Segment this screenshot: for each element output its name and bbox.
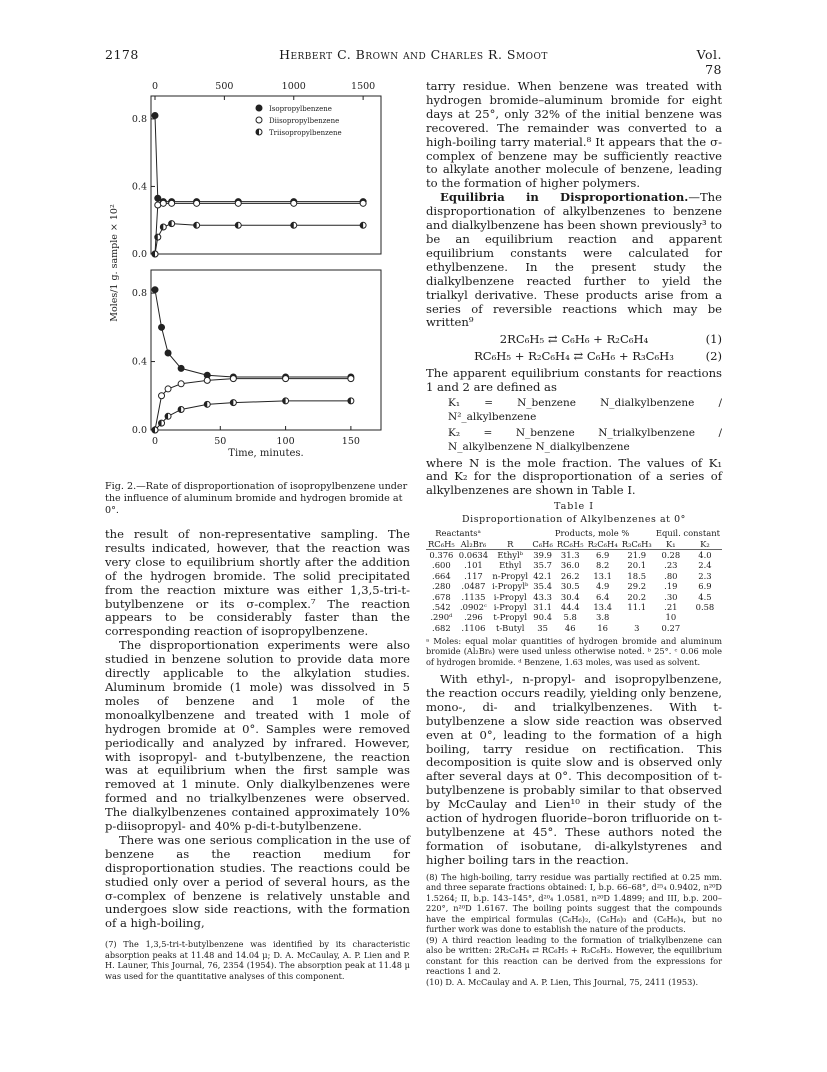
table-cell: .290ᵈ	[430, 612, 453, 623]
right-column	[426, 80, 722, 987]
lower-point	[348, 376, 354, 382]
table-cell: 30.4	[560, 591, 580, 602]
table-cell: 35.7	[533, 560, 552, 571]
left-paragraph-1: the result of non-representative sampling. The results indicated, however, that the reaction was very close to equilibrium shortly after the addition of the hydrogen bromide. The solid precipitated from the reaction mixture was either 1,3,5-tri-t-butylbenzene or its σ-complex.⁷ The reaction appears to be considerably faster than the corresponding reaction of isopropylbenzene.	[105, 527, 410, 639]
table-header-cell: R	[490, 539, 530, 550]
table-cell: .1106	[461, 622, 486, 633]
table-cell: i-Propyl	[493, 591, 527, 602]
table-1	[426, 502, 722, 667]
table-cell: 21.9	[627, 549, 647, 560]
k1-definition: K₁ = N_benzene N_dialkylbenzene / N²_alkylbenzene	[448, 396, 722, 423]
lower-panel-frame	[151, 270, 381, 430]
footnote-7: (7) The 1,3,5-tri-t-butylbenzene was identified by its characteristic absorption peaks at 11.48 and 14.04 μ; D. A. McCaulay, A. P. Lien and P. H. Launer, This Journal, 76, 2354 (1954). The absorption peak at 11.48 μ was used for the quantitative analyses of this component.	[105, 939, 410, 981]
lower-point	[165, 386, 171, 392]
table-cell: 11.1	[627, 601, 647, 612]
x-axis-label: Time, minutes.	[228, 448, 304, 459]
table-cell: 6.4	[595, 591, 610, 602]
figure-legend	[256, 105, 342, 137]
table-cell: 39.9	[533, 549, 552, 560]
volume-number: Vol. 78	[696, 47, 722, 77]
figure-caption	[105, 481, 410, 517]
footnote-10: (10) D. A. McCaulay and A. P. Lien, This Journal, 75, 2411 (1953).	[426, 976, 699, 987]
table-header-cell: Reactantsᵃ	[435, 528, 481, 539]
table-cell: 42.1	[533, 570, 552, 581]
table-cell: 6.9	[595, 549, 610, 560]
rate-figure	[105, 78, 415, 459]
table-grid	[426, 528, 722, 633]
left-paragraph-2: The disproportionation experiments were also studied in benzene solution to provide data more directly applicable to the alkylation studies. Aluminum bromide (1 mole) was dissolved in 5 moles of benzene and 1 mole of the monoalkylbenzene and treated with 1 mole of hydrogen bromide at 0°. Samples were removed periodically and analyzed by infrared. However, with isopropyl- and t-butylbenzene, the reaction was at equilibrium when the first sample was removed at 1 minute. Only dialkylbenzenes were formed and no trialkylbenzenes were observed. The dialkylbenzenes contained approximately 10% p-diisopropyl- and 40% p-di-t-butylbenzene.	[105, 638, 410, 834]
table-cell: t-Butyl	[495, 622, 525, 633]
footnote-8: (8) The high-boiling, tarry residue was partially rectified at 0.25 mm. and three separate fractions obtained: I, b.p. 66–68°, d²⁵₄ 0.9402, n²⁰D 1.5264; II, b.p. 143–145°, d²⁰₄ 1.0581, n²⁰D 1.4899; and III, b.p. 200–220°, n²⁰D 1.6167. The boiling points suggest that the compounds have the empirical formulas (C₆H₆)₂, (C₆H₆)₃ and (C₆H₆)₄, but no further work was done to establish the nature of the products.	[426, 871, 722, 935]
legend-label: Triisopropylbenzene	[269, 129, 342, 137]
table-header-cell: R₂C₆H₄	[586, 539, 620, 550]
table-header-cell: C₆H₆	[532, 538, 553, 549]
bottom-tick-label: 150	[341, 436, 360, 447]
table-cell: .21	[664, 601, 678, 612]
table-row	[426, 623, 722, 633]
lower-line-2	[155, 401, 351, 430]
table-cell: 16	[597, 622, 608, 633]
table-cell: 5.8	[563, 612, 577, 623]
right-paragraph-2: —The disproportionation of alkylbenzenes to benzene and dialkylbenzene has been shown previously³ to be an equilibrium reaction and apparent equilibrium constants were calculated for ethylbenzene. In the present study the dialkylbenzene reacted further to yield the trialkyl derivative. These products arise from a series of reversible reactions which may be written⁹	[426, 190, 722, 330]
legend-label: Isopropylbenzene	[269, 105, 332, 113]
table-cell: 4.0	[698, 549, 712, 560]
running-authors: Herbert C. Brown and Charles R. Smoot	[279, 47, 548, 62]
table-cell: 0.376	[429, 549, 454, 560]
bottom-tick-label: 0	[151, 436, 159, 447]
table-row	[426, 571, 722, 581]
table-header-cell: RC₆H₅	[426, 539, 457, 550]
top-tick-label: 1000	[281, 81, 306, 92]
table-title: Table I	[553, 501, 595, 513]
upper-line-2	[155, 224, 363, 254]
table-row	[426, 549, 722, 560]
y-tick-label-upper: 0.0	[131, 249, 147, 260]
y-tick-label-lower: 0.0	[131, 425, 147, 436]
table-cell: .664	[432, 570, 451, 581]
bottom-tick-label: 100	[276, 436, 295, 447]
table-cell: 90.4	[533, 612, 552, 623]
table-cell: 20.1	[627, 560, 647, 571]
table-cell: 36.0	[560, 560, 580, 571]
table-cell: 13.1	[593, 570, 612, 581]
table-header-cell	[490, 528, 530, 538]
table-header-cell: R₃C₆H₃	[620, 539, 654, 550]
lower-point	[204, 377, 210, 383]
table-cell: 43.3	[533, 591, 552, 602]
table-row	[426, 560, 722, 570]
table-cell: 6.9	[698, 581, 712, 592]
equation-2: RC₆H₅ + R₂C₆H₄ ⇄ C₆H₆ + R₃C₆H₃ (2)	[474, 349, 722, 364]
top-tick-label: 1500	[351, 81, 376, 92]
table-cell: Ethylᵇ	[497, 549, 524, 560]
y-tick-label-upper: 0.4	[131, 181, 147, 193]
upper-point	[360, 200, 366, 206]
table-cell: .0902ᶜ	[459, 601, 487, 612]
table-row	[426, 612, 722, 622]
table-cell: 8.2	[595, 560, 610, 571]
left-paragraph-3: There was one serious complication in the use of benzene as the reaction medium for disproportionation studies. The reactions could be studied only over a period of several hours, as the σ-complex of benzene is relatively unstable and undergoes slow side reactions, with the formation of a high-boiling,	[105, 832, 410, 931]
table-note: ᵃ Moles: equal molar quantities of hydrogen bromide and aluminum bromide (Al₂Br₆) were used unless otherwise noted. ᵇ 25°. ᶜ 0.06 mole of hydrogen bromide. ᵈ Benzene, 1.63 moles, was used as solvent.	[426, 636, 722, 667]
right-paragraph-5: With ethyl-, n-propyl- and isopropylbenzene, the reaction occurs readily, yielding only benzene, mono-, di- and trialkylbenzenes. With t-butylbenzene a slow side reaction was observed even at 0°, leading to the formation of a high boiling, tarry residue on rectification. This decomposition is quite slow and is observed only after several days at 0°. This decomposition of t-butylbenzene is probably similar to that observed by McCaulay and Lien¹⁰ in their study of the action of hydrogen fluoride–boron trifluoride on t-butylbenzene at 45°. These authors noted the formation of isobutane, di-alkylstyrenes and higher boiling tars in the reaction.	[426, 672, 722, 867]
table-cell: .542	[432, 601, 451, 612]
footnote-9: (9) A third reaction leading to the formation of trialkylbenzene can also be written: 2R₂C₆H₄ ⇄ RC₆H₅ + R₃C₆H₃. However, the equilibrium constant for this reaction can be derived from the expressions for reactions 1 and 2.	[426, 934, 722, 977]
table-cell: .296	[464, 612, 483, 623]
table-cell: i-Propylᵇ	[492, 581, 529, 592]
upper-point	[291, 200, 297, 206]
top-tick-label: 500	[215, 81, 234, 92]
lower-point	[283, 376, 289, 382]
table-cell: .0487	[461, 581, 486, 592]
table-header-row-2	[426, 539, 722, 550]
table-cell: 31.1	[533, 601, 552, 612]
lower-point	[230, 376, 236, 382]
table-cell: 35	[537, 622, 548, 633]
upper-point	[160, 200, 166, 206]
table-cell: 2.3	[698, 570, 712, 581]
table-cell: 26.2	[560, 570, 580, 581]
table-cell: .600	[432, 560, 451, 571]
table-cell: 46	[564, 622, 576, 633]
lower-point	[159, 393, 165, 399]
table-cell: .101	[464, 560, 483, 571]
y-tick-label-lower: 0.8	[131, 288, 147, 300]
table-cell: .117	[464, 570, 483, 581]
table-header-cell: Al₂Br₆	[457, 539, 490, 550]
table-cell: .682	[432, 622, 451, 633]
table-cell: 10	[665, 612, 677, 623]
table-cell: 4.5	[698, 591, 712, 602]
upper-line-1	[155, 203, 363, 254]
left-column	[105, 528, 410, 981]
lower-point	[152, 287, 158, 293]
table-header-cell: K₁	[654, 539, 688, 550]
caption-text: —Rate of disproportionation of isopropylbenzene under the influence of aluminum bromide and hydrogen bromide at 0°.	[105, 481, 408, 516]
table-header-cell: Products, mole %	[554, 528, 630, 539]
table-header-cell: K₂	[688, 539, 722, 550]
lower-point	[165, 350, 171, 356]
table-cell: 44.4	[560, 601, 580, 612]
table-header-row-1	[426, 528, 722, 538]
table-cell: t-Propyl	[493, 612, 528, 623]
table-cell: 3	[634, 622, 640, 633]
lower-line-0	[155, 290, 351, 377]
table-cell: 0.58	[695, 601, 715, 612]
right-paragraph-3: The apparent equilibrium constants for reactions 1 and 2 are defined as	[426, 366, 722, 395]
equation-1: 2RC₆H₅ ⇄ C₆H₆ + R₂C₆H₄ (1)	[499, 332, 722, 347]
table-cell: .280	[432, 581, 451, 592]
lower-point	[159, 324, 165, 330]
lower-point	[178, 365, 184, 371]
table-cell: .678	[432, 591, 451, 602]
table-cell: 3.8	[595, 612, 610, 623]
figure-series	[152, 113, 366, 433]
table-cell: 20.2	[627, 591, 647, 602]
right-paragraph-1: tarry residue. When benzene was treated with hydrogen bromide–aluminum bromide for eight days at 25°, only 32% of the initial benzene was recovered. The remainder was converted to a high-boiling tarry material.⁸ It appears that the σ-complex of benzene may be sufficiently reactive to alkylate another molecule of benzene, leading to the formation of higher polymers.	[426, 79, 722, 191]
table-cell	[688, 612, 722, 622]
legend-marker	[256, 117, 262, 123]
table-cell: 18.5	[627, 570, 647, 581]
table-header-cell: Equil. constant	[655, 528, 720, 539]
y-axis-label: Moles/1 g. sample × 10²	[109, 204, 120, 322]
table-cell: .1135	[461, 591, 486, 602]
bottom-tick-label: 50	[214, 436, 227, 447]
table-cell: .30	[664, 591, 678, 602]
lower-point	[178, 381, 184, 387]
upper-point	[155, 195, 161, 201]
table-cell: 35.4	[533, 581, 552, 592]
table-row	[426, 592, 722, 602]
y-tick-label-upper: 0.8	[131, 113, 147, 125]
table-cell	[620, 612, 654, 622]
table-cell	[688, 623, 722, 633]
upper-point	[235, 200, 241, 206]
right-paragraph-4: where N is the mole fraction. The values of K₁ and K₂ for the disproportionation of a series of alkylbenzenes are shown in Table I.	[426, 455, 722, 498]
section-heading: Equilibria in Disproportionation.	[440, 190, 689, 205]
table-header-cell: RC₆H₅	[555, 539, 586, 550]
caption-label: Fig. 2.	[105, 481, 137, 492]
table-row	[426, 581, 722, 591]
legend-label: Diisopropylbenzene	[269, 117, 340, 125]
table-cell: 30.5	[560, 581, 580, 592]
table-cell: 0.27	[661, 622, 681, 633]
table-cell: .19	[664, 581, 678, 592]
upper-panel-frame	[151, 96, 381, 254]
table-cell: 4.9	[595, 581, 610, 592]
table-cell: 13.4	[593, 601, 612, 612]
legend-marker	[256, 105, 262, 111]
upper-point	[169, 200, 175, 206]
table-cell: 2.4	[698, 560, 712, 571]
table-cell: 31.3	[560, 549, 580, 560]
lower-line-1	[155, 379, 351, 430]
table-row	[426, 602, 722, 612]
table-cell: n-Propyl	[492, 570, 529, 581]
upper-point	[152, 113, 158, 119]
table-cell: 0.0634	[458, 549, 489, 560]
table-cell: Ethyl	[499, 560, 522, 571]
upper-point	[194, 200, 200, 206]
y-tick-label-lower: 0.4	[131, 356, 147, 368]
table-cell: .80	[664, 570, 678, 581]
table-cell: .23	[664, 560, 678, 571]
top-tick-label: 0	[151, 81, 159, 92]
table-subtitle: Disproportionation of Alkylbenzenes at 0°	[462, 513, 686, 525]
table-cell: i-Propyl	[493, 601, 527, 612]
k2-definition: K₂ = N_benzene N_trialkylbenzene / N_alkylbenzene N_dialkylbenzene	[448, 426, 722, 453]
table-cell: 29.2	[627, 581, 647, 592]
table-cell: 0.28	[661, 549, 681, 560]
page-number: 2178	[105, 47, 139, 62]
